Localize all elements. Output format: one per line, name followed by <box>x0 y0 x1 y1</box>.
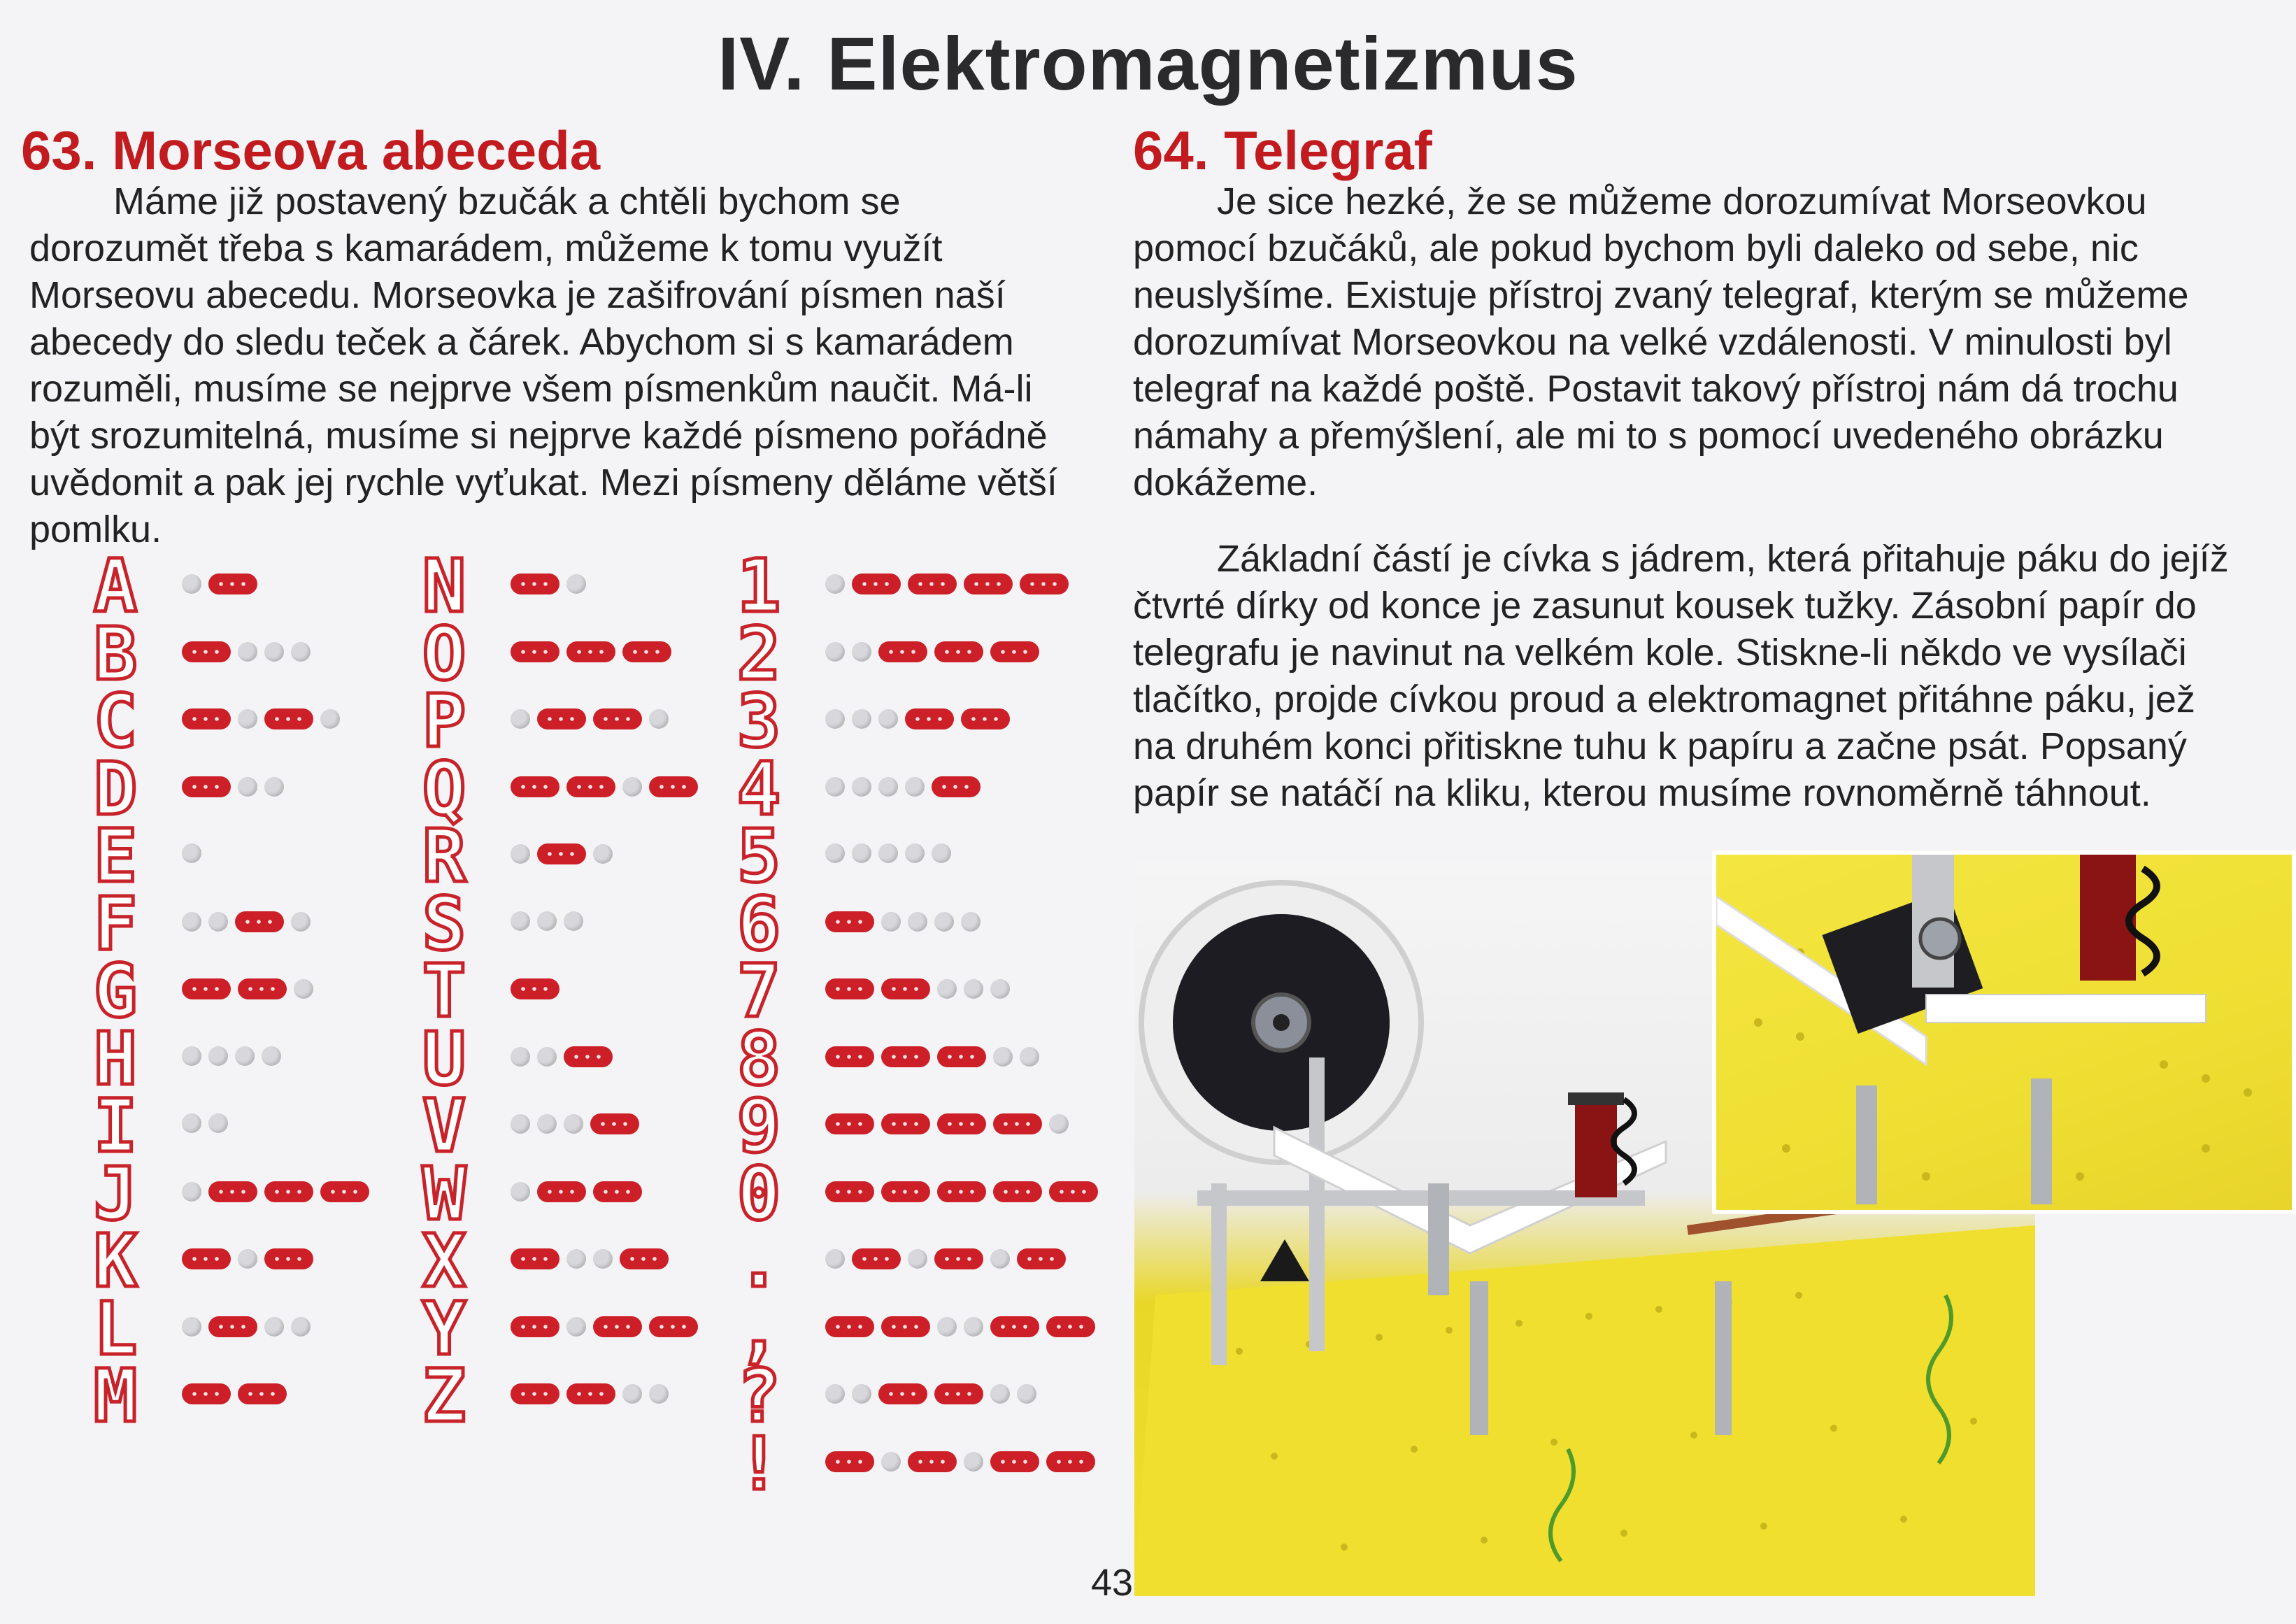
morse-character: W <box>422 1151 466 1237</box>
morse-dot <box>294 979 313 999</box>
morse-code <box>825 641 1046 667</box>
morse-row <box>727 881 1049 967</box>
morse-dash <box>537 708 586 729</box>
morse-dot <box>208 912 228 932</box>
morse-code <box>825 1451 1102 1476</box>
morse-dash <box>593 708 642 729</box>
morse-dot <box>932 843 951 863</box>
morse-dash <box>208 1181 257 1202</box>
morse-dot <box>881 1452 901 1472</box>
morse-character: 3 <box>736 678 781 764</box>
morse-dash <box>1017 1248 1066 1269</box>
morse-dash <box>511 1248 559 1269</box>
morse-dot <box>182 1046 201 1066</box>
morse-row <box>413 1218 734 1304</box>
morse-code <box>511 708 676 734</box>
morse-code <box>182 978 320 1004</box>
morse-dot <box>566 1249 586 1269</box>
morse-row <box>727 1353 1049 1439</box>
morse-dash <box>593 1181 642 1202</box>
morse-row <box>727 611 1049 697</box>
morse-character: U <box>422 1016 466 1102</box>
morse-character: 1 <box>736 543 781 629</box>
morse-dash <box>825 978 874 999</box>
morse-dot <box>649 709 669 729</box>
morse-character: N <box>422 543 466 629</box>
morse-row <box>413 948 734 1034</box>
morse-intro-text <box>29 178 1078 553</box>
morse-dot <box>852 777 871 797</box>
morse-character: ? <box>736 1353 781 1439</box>
morse-code <box>182 843 208 869</box>
morse-dash <box>511 641 559 662</box>
morse-dot <box>990 1249 1010 1269</box>
morse-dot <box>208 1046 228 1066</box>
morse-dash <box>182 776 231 797</box>
morse-dash <box>1020 574 1069 594</box>
morse-dash <box>961 708 1010 729</box>
morse-dot <box>238 709 257 729</box>
morse-dash <box>511 1383 559 1404</box>
morse-code <box>825 978 1017 1004</box>
morse-dash <box>649 1316 698 1337</box>
morse-code <box>825 1181 1105 1206</box>
morse-row <box>84 611 406 697</box>
morse-dash <box>825 1181 874 1202</box>
morse-dot <box>825 574 845 594</box>
morse-dot <box>291 912 311 932</box>
morse-dot <box>1017 1384 1036 1404</box>
morse-row <box>84 678 406 764</box>
morse-character: 2 <box>736 611 781 697</box>
morse-dash <box>881 1046 930 1067</box>
morse-dash <box>566 1383 615 1404</box>
morse-dot <box>852 843 871 863</box>
morse-character: Q <box>422 746 466 832</box>
morse-dot <box>825 642 845 662</box>
morse-dot <box>182 1317 201 1337</box>
morse-row <box>84 746 406 832</box>
morse-row <box>413 881 734 967</box>
morse-dot <box>264 642 284 662</box>
telegraf-paragraph-1: Je sice hezké, že se můžeme dorozumívat Morseovkou pomocí bzučáků, ale pokud bychom byli daleko od sebe, nic neuslyšíme. Existuje přístroj zvaný telegraf, kterým se můžeme dorozumívat Morseovkou na velké vzdálenosti. V minulosti byl telegraf na každé poště. Postavit takový přístroj nám dá trochu námahy a přemýšlení, ale mi to s pomocí uvedeného obrázku dokážeme. <box>1133 180 2189 504</box>
morse-dot <box>825 1249 845 1269</box>
morse-dash <box>537 1181 586 1202</box>
morse-dash <box>620 1248 669 1269</box>
morse-character: . <box>736 1218 781 1304</box>
morse-dot <box>622 777 642 797</box>
morse-character: 5 <box>736 813 781 899</box>
morse-character: 7 <box>736 948 781 1034</box>
morse-alphabet-table <box>84 543 1133 1588</box>
morse-dot <box>825 777 845 797</box>
morse-row <box>413 1353 734 1439</box>
morse-dash <box>566 641 615 662</box>
morse-code <box>511 843 620 869</box>
telegraf-text <box>1133 178 2245 817</box>
morse-dot <box>1049 1114 1069 1134</box>
morse-dash <box>511 574 559 594</box>
morse-dot <box>264 777 284 797</box>
morse-dot <box>937 1317 957 1337</box>
morse-dot <box>182 574 201 594</box>
morse-row <box>727 1420 1049 1507</box>
morse-dash <box>881 1316 930 1337</box>
morse-row <box>413 678 734 764</box>
morse-row <box>727 1285 1049 1372</box>
morse-character: D <box>93 746 138 832</box>
morse-code <box>825 1316 1102 1341</box>
morse-dot <box>564 1114 583 1134</box>
morse-dash <box>993 1113 1042 1134</box>
morse-dot <box>511 911 530 931</box>
morse-character: T <box>422 948 466 1034</box>
morse-dot <box>564 911 583 931</box>
morse-character: K <box>93 1218 138 1304</box>
morse-row <box>413 543 734 629</box>
morse-dot <box>852 709 871 729</box>
morse-code <box>511 911 590 936</box>
morse-dot <box>566 1317 586 1337</box>
morse-row <box>413 746 734 832</box>
morse-dot <box>908 1249 927 1269</box>
morse-code <box>182 776 291 802</box>
morse-dash <box>182 641 231 662</box>
morse-code <box>511 641 678 667</box>
morse-dot <box>961 912 981 932</box>
morse-code <box>182 1046 288 1071</box>
morse-dot <box>964 1317 983 1337</box>
morse-dash <box>905 708 954 729</box>
morse-dot <box>878 777 898 797</box>
morse-row <box>84 1083 406 1169</box>
morse-row <box>413 611 734 697</box>
morse-character: ! <box>736 1420 781 1507</box>
morse-dash <box>990 1316 1039 1337</box>
morse-dash <box>825 1113 874 1134</box>
morse-dash <box>208 574 257 594</box>
morse-row <box>413 813 734 899</box>
morse-code <box>182 1383 294 1409</box>
morse-dot <box>908 912 927 932</box>
morse-dash <box>238 1383 287 1404</box>
morse-code <box>511 1248 676 1274</box>
morse-dash <box>208 1316 257 1337</box>
morse-dash <box>590 1113 639 1134</box>
morse-dash <box>182 978 231 999</box>
morse-dot <box>852 1384 871 1404</box>
morse-dot <box>881 912 901 932</box>
morse-dash <box>649 776 698 797</box>
morse-character: , <box>736 1285 781 1372</box>
morse-dot <box>649 1384 669 1404</box>
morse-dash <box>934 1248 983 1269</box>
morse-dot <box>238 642 257 662</box>
morse-dash <box>881 1181 930 1202</box>
morse-dash <box>881 978 930 999</box>
morse-code <box>182 574 264 599</box>
morse-code <box>511 1383 676 1409</box>
morse-dash <box>238 978 287 999</box>
morse-dash <box>511 978 559 999</box>
morse-dot <box>964 1452 983 1472</box>
morse-dash <box>264 1248 313 1269</box>
morse-dash <box>825 911 874 932</box>
morse-dot <box>511 844 530 864</box>
morse-dot <box>537 1114 557 1134</box>
morse-dash <box>934 1383 983 1404</box>
morse-row <box>84 1016 406 1102</box>
morse-dot <box>182 1113 201 1133</box>
morse-row <box>727 543 1049 629</box>
morse-dot <box>825 1384 845 1404</box>
morse-code <box>511 1046 620 1071</box>
morse-character: 6 <box>736 881 781 967</box>
morse-dash <box>1049 1181 1098 1202</box>
morse-dot <box>320 709 340 729</box>
morse-code <box>511 574 593 599</box>
morse-dot <box>182 1182 201 1202</box>
morse-dash <box>264 1181 313 1202</box>
morse-row <box>727 813 1049 899</box>
morse-dot <box>182 843 201 863</box>
morse-dot <box>208 1113 228 1133</box>
morse-dash <box>264 708 313 729</box>
morse-row <box>413 1285 734 1372</box>
morse-dash <box>622 641 671 662</box>
morse-dash <box>825 1316 874 1337</box>
morse-dot <box>291 642 311 662</box>
morse-dot <box>964 979 983 999</box>
morse-row <box>727 1151 1049 1237</box>
morse-code <box>182 641 318 667</box>
morse-dot <box>622 1384 642 1404</box>
morse-dash <box>537 843 586 864</box>
morse-dash <box>852 574 901 594</box>
morse-dot <box>264 1317 284 1337</box>
morse-dot <box>511 1047 530 1067</box>
page-number: 43 <box>1091 1562 1134 1604</box>
morse-code <box>511 1113 646 1139</box>
morse-character: X <box>422 1218 466 1304</box>
morse-row <box>727 1083 1049 1169</box>
morse-dot <box>235 1046 255 1066</box>
section-heading-morse: 63. Morseova abeceda <box>21 120 601 181</box>
morse-character: O <box>422 611 466 697</box>
morse-code <box>825 574 1076 599</box>
morse-code <box>182 911 318 936</box>
morse-dot <box>878 709 898 729</box>
morse-dot <box>593 844 613 864</box>
morse-dash <box>908 1451 957 1472</box>
morse-dot <box>1020 1047 1039 1067</box>
morse-dash <box>825 1046 874 1067</box>
morse-code <box>511 1316 705 1341</box>
morse-dot <box>238 1249 257 1269</box>
section-heading-telegraf: 64. Telegraf <box>1133 120 1432 181</box>
morse-dash <box>990 1451 1039 1472</box>
morse-dot <box>905 843 925 863</box>
morse-character: H <box>93 1016 138 1102</box>
morse-dot <box>511 1182 530 1202</box>
morse-row <box>84 948 406 1034</box>
morse-dot <box>825 843 845 863</box>
morse-dot <box>934 912 954 932</box>
morse-dot <box>262 1046 281 1066</box>
morse-dot <box>993 1047 1013 1067</box>
morse-code <box>825 708 1017 734</box>
morse-character: V <box>422 1083 466 1169</box>
morse-dash <box>511 1316 559 1337</box>
morse-dash <box>964 574 1013 594</box>
morse-character: F <box>93 881 138 967</box>
morse-code <box>511 1181 649 1206</box>
morse-row <box>413 1016 734 1102</box>
morse-dot <box>825 709 845 729</box>
morse-character: I <box>93 1083 138 1169</box>
morse-character: 9 <box>736 1083 781 1169</box>
morse-dash <box>566 776 615 797</box>
morse-character: E <box>93 813 138 899</box>
morse-character: G <box>93 948 138 1034</box>
morse-row <box>727 678 1049 764</box>
morse-character: B <box>93 611 138 697</box>
morse-dot <box>937 979 957 999</box>
morse-character: 4 <box>736 746 781 832</box>
morse-dot <box>990 979 1010 999</box>
morse-dot <box>566 574 586 594</box>
morse-dot <box>852 642 871 662</box>
morse-dash <box>825 1451 874 1472</box>
morse-dot <box>291 1317 311 1337</box>
morse-code <box>182 1248 320 1274</box>
morse-dot <box>537 911 557 931</box>
morse-row <box>84 881 406 967</box>
morse-row <box>727 948 1049 1034</box>
morse-dash <box>881 1113 930 1134</box>
morse-code <box>825 1248 1073 1274</box>
morse-dash <box>852 1248 901 1269</box>
morse-character: 0 <box>736 1151 781 1237</box>
morse-dot <box>537 1047 557 1067</box>
morse-dash <box>934 641 983 662</box>
morse-row <box>84 1151 406 1237</box>
morse-row <box>727 1016 1049 1102</box>
morse-character: Y <box>422 1285 466 1372</box>
morse-code <box>182 708 347 734</box>
morse-dot <box>878 843 898 863</box>
morse-dash <box>235 911 284 932</box>
morse-code <box>825 1046 1046 1071</box>
morse-row <box>84 543 406 629</box>
morse-row <box>727 1218 1049 1304</box>
morse-row <box>727 746 1049 832</box>
morse-code <box>825 1383 1043 1409</box>
morse-code <box>825 776 987 802</box>
morse-dash <box>182 1383 231 1404</box>
telegraph-detail-illustration <box>1716 855 2292 1210</box>
morse-dot <box>905 777 925 797</box>
morse-dash <box>990 641 1039 662</box>
morse-dot <box>593 1249 613 1269</box>
telegraf-paragraph-2: Základní částí je cívka s jádrem, která přitahuje páku do jejíž čtvrté dírky od konce je zasunut kousek tužky. Zásobní papír do telegrafu je navinut na velkém kole. Stiskne-li někdo ve vysílači tlačítko, projde cívkou proud a elektromagnet přitáhne páku, jež na druhém konci přitiskne tuhu k papíru a začne psát. Popsaný papír se natáčí na kliku, kterou musíme rovnoměrně táhnout. <box>1133 538 2229 814</box>
morse-code <box>825 843 958 869</box>
telegraph-detail-photo <box>1712 850 2296 1214</box>
chapter-title: IV. Elektromagnetizmus <box>718 21 1578 106</box>
morse-dot <box>511 709 530 729</box>
morse-dash <box>511 776 559 797</box>
morse-dash <box>932 776 981 797</box>
morse-dash <box>937 1181 986 1202</box>
morse-dot <box>182 912 201 932</box>
morse-character: S <box>422 881 466 967</box>
morse-dash <box>320 1181 369 1202</box>
morse-character: C <box>93 678 138 764</box>
morse-dash <box>937 1113 986 1134</box>
morse-dash <box>1046 1451 1095 1472</box>
morse-character: M <box>93 1353 138 1439</box>
morse-dot <box>511 1114 530 1134</box>
morse-dash <box>993 1181 1042 1202</box>
morse-code <box>182 1181 376 1206</box>
morse-character: A <box>93 543 138 629</box>
morse-dot <box>990 1384 1010 1404</box>
morse-code <box>182 1113 235 1139</box>
morse-dash <box>937 1046 986 1067</box>
morse-dot <box>238 777 257 797</box>
morse-dash <box>878 1383 927 1404</box>
morse-character: P <box>422 678 466 764</box>
morse-character: 8 <box>736 1016 781 1102</box>
morse-row <box>413 1083 734 1169</box>
morse-code <box>825 911 987 936</box>
morse-dash <box>1046 1316 1095 1337</box>
morse-dash <box>182 708 231 729</box>
morse-character: J <box>93 1151 138 1237</box>
morse-character: R <box>422 813 466 899</box>
morse-dash <box>182 1248 231 1269</box>
morse-row <box>413 1151 734 1237</box>
morse-dash <box>908 574 957 594</box>
morse-code <box>511 978 566 1004</box>
morse-code <box>511 776 705 802</box>
morse-row <box>84 1353 406 1439</box>
morse-code <box>182 1316 318 1341</box>
morse-dash <box>564 1046 613 1067</box>
morse-row <box>84 1285 406 1372</box>
morse-dash <box>593 1316 642 1337</box>
morse-character: L <box>93 1285 138 1372</box>
morse-code <box>825 1113 1076 1139</box>
morse-row <box>84 1218 406 1304</box>
morse-dash <box>878 641 927 662</box>
morse-character: Z <box>422 1353 466 1439</box>
morse-row <box>84 813 406 899</box>
morse-paragraph: Máme již postavený bzučák a chtěli bychom se dorozumět třeba s kamarádem, můžeme k tomu využít Morseovu abecedu. Morseovka je zašifrování písmen naší abecedy do sledu teček a čárek. Abychom si s kamarádem rozuměli, musíme se nejprve všem písmenkům naučit. Má-li být srozumitelná, musíme si nejprve každé písmeno pořádně uvědomit a pak jej rychle vyťukat. Mezi písmeny děláme větší pomlku. <box>29 180 1057 550</box>
